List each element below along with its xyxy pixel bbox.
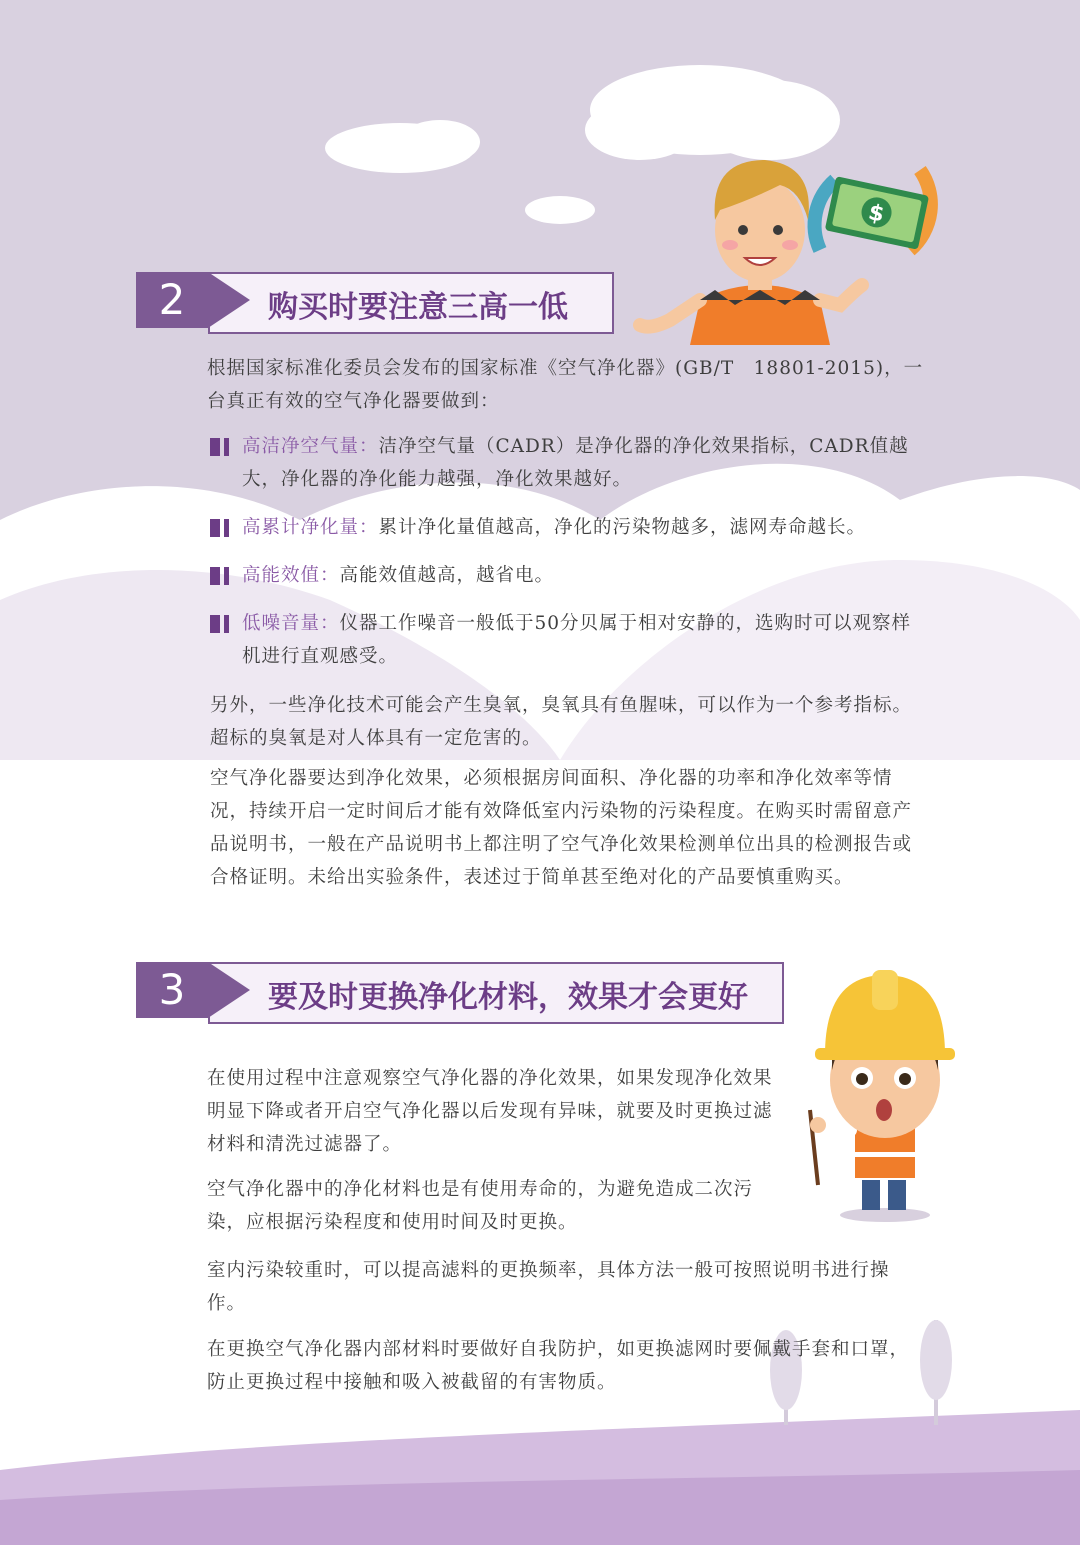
section-2-purchase-paragraph: 空气净化器要达到净化效果，必须根据房间面积、净化器的功率和净化效率等情况，持续开启一定时间后才能有效降低室内污染物的污染程度。在购买时需留意产品说明书，一般在产品说明书上都注明了空气净化效果检测单位出具的检测报告或合格证明。未给出实验条件，表述过于简单甚至绝对化的产品要慎重购买。 <box>210 768 913 888</box>
section-2-arrow <box>208 272 250 328</box>
bullet-low-noise <box>210 607 925 673</box>
bullet-marker-icon <box>210 438 234 456</box>
bullet-text: 高能效值越高，越省电。 <box>339 565 555 586</box>
bullet-term: 低噪音量： <box>242 613 340 634</box>
section-3-paragraph-2: 空气净化器中的净化材料也是有使用寿命的，为避免造成二次污染，应根据污染程度和使用时间及时更换。 <box>207 1179 754 1233</box>
section-2-number: 2 <box>136 272 208 328</box>
bullet-text: 仪器工作噪音一般低于50分贝属于相对安静的，选购时可以观察样机进行直观感受。 <box>242 613 912 667</box>
bullet-term: 高累计净化量： <box>242 517 379 538</box>
section-3-paragraph-3: 室内污染较重时，可以提高滤料的更换频率，具体方法一般可按照说明书进行操作。 <box>207 1260 890 1314</box>
bullet-marker-icon <box>210 519 234 537</box>
section-2-title: 购买时要注意三高一低 <box>268 290 568 325</box>
bullet-high-cadr <box>210 430 925 496</box>
bullet-marker-icon <box>210 567 234 585</box>
bullet-text: 累计净化量值越高，净化的污染物越多，滤网寿命越长。 <box>378 517 867 538</box>
bullet-marker-icon <box>210 615 234 633</box>
bullet-term: 高能效值： <box>242 565 340 586</box>
section-3-paragraph-1: 在使用过程中注意观察空气净化器的净化效果，如果发现净化效果明显下降或者开启空气净化器以后发现有异味，就要及时更换过滤材料和清洗过滤器了。 <box>207 1068 773 1155</box>
worker-with-helmet-illustration <box>800 960 970 1225</box>
section-3-arrow <box>208 962 250 1018</box>
section-3-title-box <box>208 962 784 1024</box>
dollar-icon: $ <box>866 200 887 228</box>
section-2-intro: 根据国家标准化委员会发布的国家标准《空气净化器》(GB/T 18801-2015)，一台真正有效的空气净化器要做到： <box>207 358 924 412</box>
man-with-money-illustration <box>630 140 950 345</box>
section-3-paragraph-4: 在更换空气净化器内部材料时要做好自我防护，如更换滤网时要佩戴手套和口罩，防止更换过程中接触和吸入被截留的有害物质。 <box>207 1339 910 1393</box>
section-3-number: 3 <box>136 962 208 1018</box>
section-3-title: 要及时更换净化材料，效果才会更好 <box>268 980 748 1015</box>
bullet-term: 高洁净空气量： <box>242 436 379 457</box>
section-2-title-box <box>208 272 614 334</box>
bullet-high-efficiency <box>210 559 925 592</box>
section-3-header <box>136 962 786 1026</box>
section-2-ozone-paragraph: 另外，一些净化技术可能会产生臭氧，臭氧具有鱼腥味，可以作为一个参考指标。超标的臭氧是对人体具有一定危害的。 <box>210 695 913 749</box>
bullet-high-cumulative <box>210 511 925 544</box>
bullet-text: 洁净空气量（CADR）是净化器的净化效果指标，CADR值越大，净化器的净化能力越强，净化效果越好。 <box>242 436 909 490</box>
section-2-header <box>136 272 616 336</box>
